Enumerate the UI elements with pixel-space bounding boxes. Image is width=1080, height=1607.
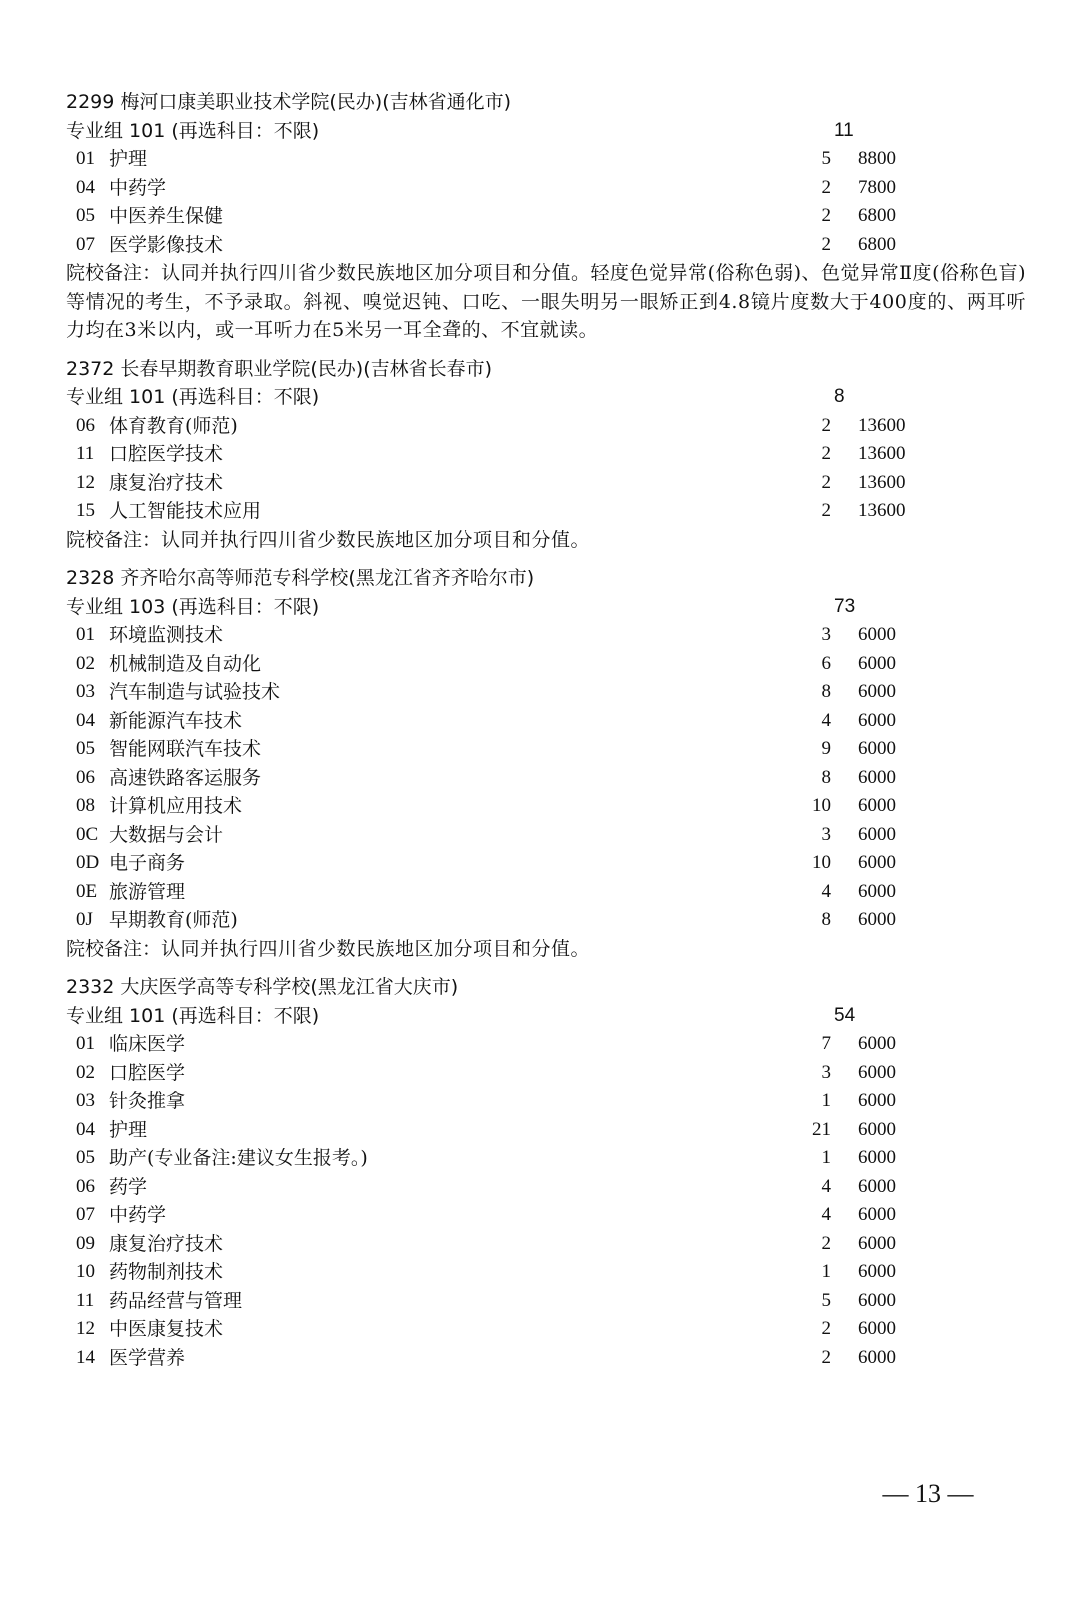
major-row: [66, 469, 1026, 498]
major-fee: 6000: [858, 1090, 896, 1111]
major-row: [66, 1287, 1026, 1316]
major-name: 康复治疗技术: [109, 471, 224, 494]
major-row: [66, 821, 1026, 850]
major-code: 05: [76, 1147, 95, 1168]
major-fee: 6000: [858, 852, 896, 873]
major-row: [66, 231, 1026, 260]
document-body: [66, 88, 1026, 1372]
major-fee: 13600: [858, 471, 906, 493]
major-count: 8: [821, 681, 831, 702]
major-code: 06: [76, 414, 95, 436]
school-block: [66, 88, 1026, 345]
major-name: 口腔医学技术: [109, 443, 224, 465]
major-code: 06: [76, 1175, 95, 1197]
major-row: [66, 412, 1026, 441]
major-count: 10: [812, 852, 831, 873]
major-name: 中药学: [109, 1204, 167, 1226]
group-label: 专业组 101 (再选科目：不限): [66, 386, 320, 408]
group-label: 专业组 101 (再选科目：不限): [66, 119, 320, 142]
major-row: [66, 650, 1026, 679]
school-remark: [66, 526, 1026, 555]
major-name: 智能网联汽车技术: [109, 738, 262, 760]
major-name: 口腔医学: [109, 1061, 186, 1084]
group-count: 8: [834, 386, 845, 407]
remark-text: 认同并执行四川省少数民族地区加分项目和分值。轻度色觉异常(俗称色弱)、色觉异常Ⅱ度(俗称色盲)等情况的考生，不予录取。斜视、嗅觉迟钝、口吃、一眼失明另一眼矫正到4.8镜片度数大于400度的、两耳听力均在3米以内，或一耳听力在5米另一耳全聋的、不宜就读。: [66, 262, 1026, 341]
major-code: 01: [76, 1033, 95, 1054]
major-name: 医学营养: [109, 1346, 186, 1369]
major-fee: 6000: [858, 1346, 896, 1368]
major-group-row: [66, 383, 1026, 412]
major-name: 中医康复技术: [109, 1318, 224, 1340]
major-count: 2: [821, 1318, 831, 1339]
major-fee: 6000: [858, 1147, 896, 1168]
major-row: [66, 1315, 1026, 1344]
major-fee: 6000: [858, 1232, 896, 1254]
group-count: 54: [834, 1004, 856, 1026]
major-fee: 6000: [858, 1318, 896, 1339]
major-name: 汽车制造与试验技术: [109, 681, 281, 703]
major-code: 12: [76, 471, 95, 493]
major-name: 早期教育(师范): [109, 909, 238, 931]
remark-label: 院校备注：: [66, 937, 162, 960]
major-code: 03: [76, 681, 95, 702]
major-count: 2: [821, 471, 831, 493]
major-code: 0C: [76, 823, 99, 845]
section-gap: [66, 345, 1026, 355]
major-code: 10: [76, 1261, 95, 1282]
school-remark: [66, 259, 1026, 345]
major-code: 07: [76, 1204, 95, 1225]
major-fee: 13600: [858, 414, 906, 436]
major-code: 01: [76, 624, 95, 645]
major-count: 8: [821, 766, 831, 788]
major-fee: 6000: [858, 1033, 896, 1054]
major-name: 中药学: [109, 176, 167, 199]
major-row: [66, 1144, 1026, 1173]
major-code: 14: [76, 1346, 95, 1368]
major-count: 1: [821, 1147, 831, 1168]
major-row: [66, 764, 1026, 793]
major-name: 药学: [109, 1175, 148, 1198]
major-row: [66, 1344, 1026, 1373]
major-count: 1: [821, 1261, 831, 1282]
major-name: 旅游管理: [109, 880, 186, 903]
major-count: 2: [821, 1346, 831, 1368]
major-row: [66, 621, 1026, 650]
school-header: 2328 齐齐哈尔高等师范专科学校(黑龙江省齐齐哈尔市): [66, 567, 535, 589]
major-fee: 8800: [858, 148, 896, 169]
major-row: [66, 1230, 1026, 1259]
major-fee: 13600: [858, 500, 906, 521]
major-code: 0D: [76, 852, 100, 873]
major-row: [66, 145, 1026, 174]
major-fee: 6000: [858, 709, 896, 731]
major-name: 护理: [109, 1118, 148, 1141]
major-count: 5: [821, 148, 831, 169]
school-block: [66, 973, 1026, 1372]
major-name: 药品经营与管理: [109, 1289, 243, 1312]
school-header: 2372 长春早期教育职业学院(民办)(吉林省长春市): [66, 357, 493, 380]
school-header: 2299 梅河口康美职业技术学院(民办)(吉林省通化市): [66, 91, 512, 113]
major-name: 护理: [109, 148, 148, 170]
major-row: [66, 849, 1026, 878]
major-count: 3: [821, 823, 831, 845]
major-count: 4: [821, 1175, 831, 1197]
major-fee: 6000: [858, 1204, 896, 1225]
major-count: 2: [821, 1232, 831, 1254]
major-code: 08: [76, 795, 95, 816]
major-row: [66, 878, 1026, 907]
major-row: [66, 1173, 1026, 1202]
major-count: 8: [821, 909, 831, 930]
group-label: 专业组 103 (再选科目：不限): [66, 595, 320, 618]
major-code: 01: [76, 148, 95, 169]
page-number: — 13 —: [882, 1479, 974, 1508]
major-fee: 6000: [858, 1061, 896, 1083]
major-name: 中医养生保健: [109, 205, 224, 227]
major-code: 04: [76, 176, 95, 198]
major-row: [66, 174, 1026, 203]
remark-label: 院校备注：: [66, 262, 162, 284]
major-count: 4: [821, 709, 831, 731]
major-name: 临床医学: [109, 1033, 186, 1055]
school-remark: [66, 935, 1026, 964]
major-row: [66, 1030, 1026, 1059]
major-count: 9: [821, 738, 831, 759]
major-name: 计算机应用技术: [109, 795, 243, 817]
major-count: 3: [821, 624, 831, 645]
major-fee: 6000: [858, 681, 896, 702]
major-row: [66, 202, 1026, 231]
major-count: 2: [821, 176, 831, 198]
school-block: [66, 355, 1026, 555]
major-code: 12: [76, 1318, 95, 1339]
major-row: [66, 440, 1026, 469]
major-code: 0J: [76, 909, 93, 930]
major-row: [66, 1087, 1026, 1116]
major-fee: 6000: [858, 795, 896, 816]
school-header: 2332 大庆医学高等专科学校(黑龙江省大庆市): [66, 976, 459, 998]
major-code: 11: [76, 443, 95, 464]
major-fee: 6800: [858, 233, 896, 255]
major-name: 体育教育(师范): [109, 414, 238, 437]
major-row: [66, 1258, 1026, 1287]
remark-text: 认同并执行四川省少数民族地区加分项目和分值。: [161, 937, 591, 960]
group-label: 专业组 101 (再选科目：不限): [66, 1004, 320, 1027]
major-name: 环境监测技术: [109, 624, 224, 646]
major-row: [66, 735, 1026, 764]
major-count: 1: [821, 1090, 831, 1111]
major-fee: 6000: [858, 823, 896, 845]
major-count: 2: [821, 414, 831, 436]
major-code: 02: [76, 652, 95, 674]
major-row: [66, 1116, 1026, 1145]
group-count: 73: [834, 595, 856, 617]
major-code: 15: [76, 500, 95, 521]
major-count: 2: [821, 443, 831, 464]
major-fee: 6000: [858, 652, 896, 674]
major-name: 人工智能技术应用: [109, 500, 262, 522]
major-row: [66, 1059, 1026, 1088]
major-code: 03: [76, 1090, 95, 1111]
major-fee: 6000: [858, 1175, 896, 1197]
major-name: 机械制造及自动化: [109, 652, 262, 675]
remark-text: 认同并执行四川省少数民族地区加分项目和分值。: [161, 528, 591, 551]
major-fee: 6800: [858, 205, 896, 226]
major-row: [66, 678, 1026, 707]
major-fee: 7800: [858, 176, 896, 198]
major-code: 0E: [76, 880, 98, 902]
major-row: [66, 906, 1026, 935]
major-row: [66, 1201, 1026, 1230]
major-name: 高速铁路客运服务: [109, 766, 262, 789]
major-name: 康复治疗技术: [109, 1232, 224, 1255]
major-row: [66, 707, 1026, 736]
major-name: 助产(专业备注:建议女生报考。): [109, 1147, 368, 1169]
major-count: 2: [821, 500, 831, 521]
major-count: 2: [821, 205, 831, 226]
major-code: 07: [76, 233, 95, 255]
major-fee: 6000: [858, 1289, 896, 1311]
group-count: 11: [834, 119, 854, 141]
section-gap: [66, 554, 1026, 564]
major-code: 04: [76, 709, 95, 731]
major-code: 02: [76, 1061, 95, 1083]
major-code: 04: [76, 1118, 95, 1140]
remark-label: 院校备注：: [66, 528, 162, 551]
major-count: 3: [821, 1061, 831, 1083]
major-count: 21: [812, 1118, 831, 1140]
major-name: 新能源汽车技术: [109, 709, 243, 732]
school-block: [66, 564, 1026, 963]
major-code: 06: [76, 766, 95, 788]
major-code: 11: [76, 1289, 95, 1311]
major-count: 6: [821, 652, 831, 674]
major-fee: 6000: [858, 738, 896, 759]
major-fee: 6000: [858, 1118, 896, 1140]
major-row: [66, 792, 1026, 821]
major-code: 05: [76, 738, 95, 759]
major-count: 4: [821, 880, 831, 902]
major-name: 电子商务: [109, 852, 186, 874]
major-count: 4: [821, 1204, 831, 1225]
major-row: [66, 497, 1026, 526]
major-fee: 6000: [858, 624, 896, 645]
major-count: 7: [821, 1033, 831, 1054]
section-gap: [66, 963, 1026, 973]
major-group-row: [66, 117, 1026, 146]
major-count: 10: [812, 795, 831, 816]
major-name: 药物制剂技术: [109, 1261, 224, 1283]
major-count: 2: [821, 233, 831, 255]
major-name: 大数据与会计: [109, 823, 224, 846]
major-name: 医学影像技术: [109, 233, 224, 256]
major-group-row: [66, 593, 1026, 622]
major-fee: 6000: [858, 1261, 896, 1282]
major-code: 09: [76, 1232, 95, 1254]
major-group-row: [66, 1002, 1026, 1031]
major-fee: 6000: [858, 909, 896, 930]
major-fee: 13600: [858, 443, 906, 464]
major-count: 5: [821, 1289, 831, 1311]
major-code: 05: [76, 205, 95, 226]
major-name: 针灸推拿: [109, 1090, 186, 1112]
major-fee: 6000: [858, 880, 896, 902]
major-fee: 6000: [858, 766, 896, 788]
